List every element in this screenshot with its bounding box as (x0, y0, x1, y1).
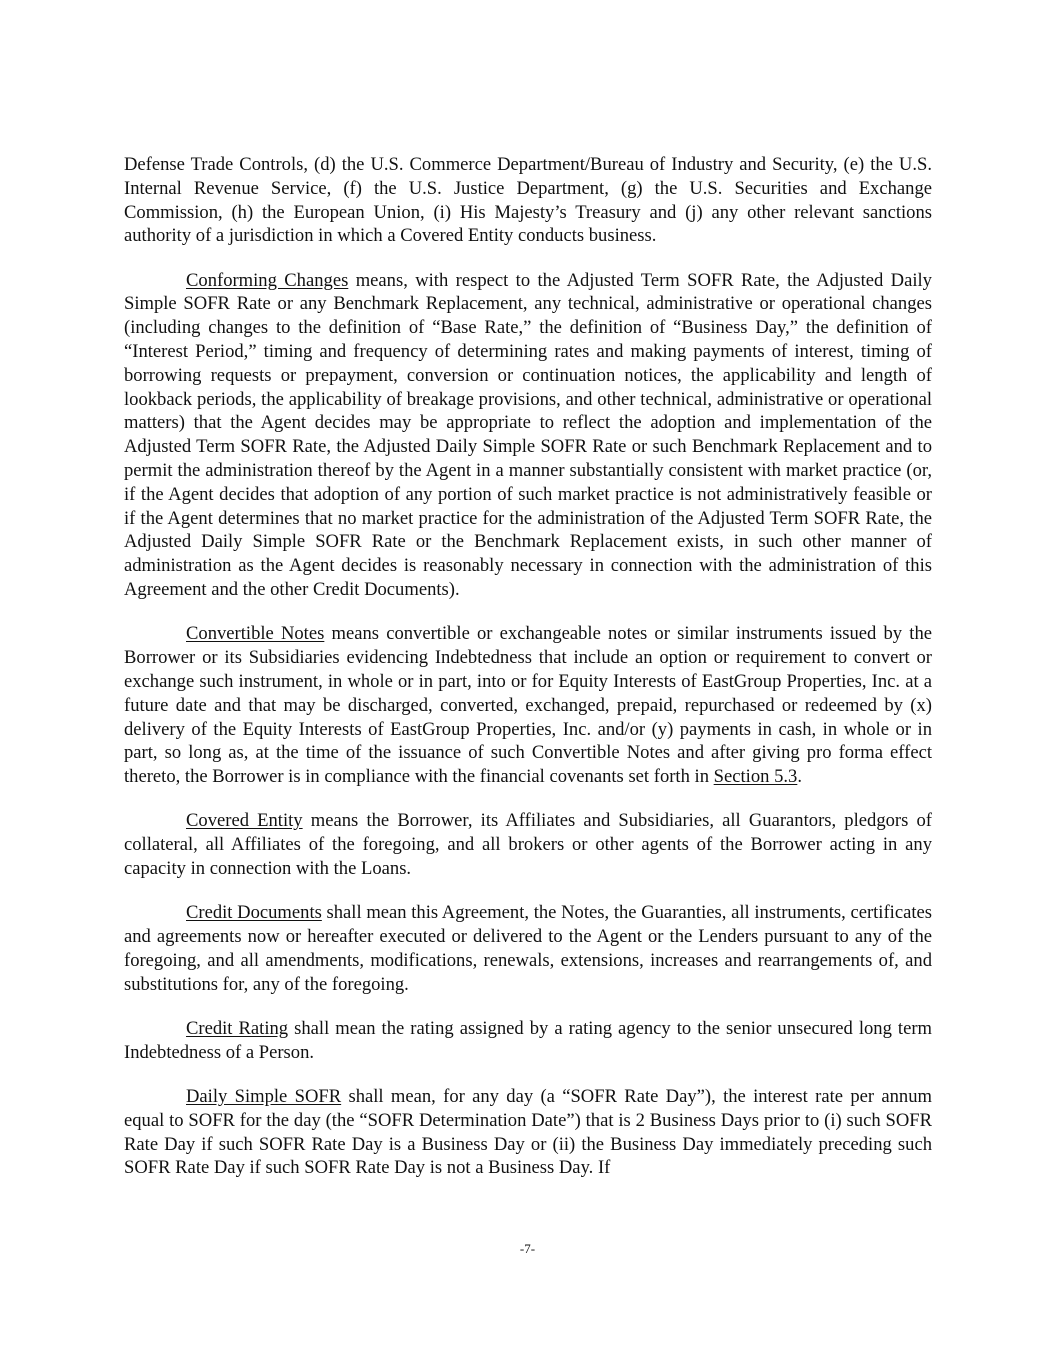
definition-body: means the Borrower, its Affiliates and Subsidiaries, all Guarantors, pledgors of collateral, all Affiliates of the foregoing, and all brokers or other agents of the Borrower acting in any capacity in connection with the Loans. (124, 810, 932, 880)
definition-body: shall mean the rating assigned by a rating agency to the senior unsecured long term Indebtedness of a Person. (124, 1018, 932, 1063)
definition-body: means convertible or exchangeable notes or similar instruments issued by the Borrower or its Subsidiaries evidencing Indebtedness that include an option or requirement to convert or exchange such instrument, in whole or in part, into or for Equity Interests of EastGroup Properties, Inc. at a future date and that may be discharged, converted, exchanged, prepaid, repurchased or redeemed by (x) delivery of the Equity Interests of EastGroup Properties, Inc. and/or (y) payments in cash, in whole or in part, so long as, at the time of the issuance of such Convertible Notes and after giving pro forma effect thereto, the Borrower is in compliance with the financial covenants set forth in (124, 623, 932, 788)
definition-conforming-changes (124, 269, 932, 602)
page-number: -7- (519, 1241, 536, 1256)
definition-body: shall mean, for any day (a “SOFR Rate Day”), the interest rate per annum equal to SOFR for the day (the “SOFR Determination Date”) that is 2 Business Days prior to (i) such SOFR Rate Day if such SOFR Rate Day is a Business Day or (ii) the Business Day immediately preceding such SOFR Rate Day if such SOFR Rate Day is not a Business Day. If (124, 1086, 932, 1179)
definition-body: means, with respect to the Adjusted Term SOFR Rate, the Adjusted Daily Simple SOFR Rate or any Benchmark Replacement, any technical, administrative or operational changes (including changes to the definition of “Base Rate,” the definition of “Business Day,” the definition of “Interest Period,” timing and frequency of determining rates and making payments of interest, timing of borrowing requests or prepayment, conversion or continuation notices, the applicability and length of lookback periods, the applicability of breakage provisions, and other technical, administrative or operational matters) that the Agent decides may be appropriate to reflect the adoption and implementation of the Adjusted Term SOFR Rate, the Adjusted Daily Simple SOFR Rate or such Benchmark Replacement and to permit the administration thereof by the Agent in a manner substantially consistent with market practice (or, if the Agent decides that adoption of any portion of such market practice is not administratively feasible or if the Agent determines that no market practice for the administration of the Adjusted Term SOFR Rate, the Adjusted Daily Simple SOFR Rate or the Benchmark Replacement exists, in such other manner of administration as the Agent decides is reasonably necessary in connection with the administration of this Agreement and the other Credit Documents). (124, 269, 932, 601)
definition-body: shall mean this Agreement, the Notes, the Guaranties, all instruments, certificates and agreements now or hereafter executed or delivered to the Agent or the Lenders pursuant to any of the foregoing, and all amendments, modifications, renewals, extensions, increases and rearrangements of, and substitutions for, any of the foregoing. (124, 902, 932, 995)
document-page (124, 153, 932, 1201)
defined-term: Credit Rating (186, 1018, 289, 1039)
definition-credit-rating (124, 1017, 932, 1065)
paragraph-body: Defense Trade Controls, (d) the U.S. Commerce Department/Bureau of Industry and Security, (e) the U.S. Internal Revenue Service, (f) the U.S. Justice Department, (g) the U.S. Securities and Exchange Commission, (h) the European Union, (i) His Majesty’s Treasury and (j) any other relevant sanctions authority of a jurisdiction in which a Covered Entity conducts business. (124, 154, 932, 247)
paragraph-sanctions-continuation (124, 153, 932, 248)
definition-credit-documents (124, 901, 932, 996)
defined-term: Conforming Changes (186, 269, 349, 291)
defined-term: Covered Entity (186, 810, 303, 832)
defined-term: Credit Documents (186, 902, 322, 924)
definition-convertible-notes (124, 622, 932, 789)
defined-term: Daily Simple SOFR (186, 1086, 342, 1108)
section-reference: Section 5.3 (713, 766, 798, 788)
definition-tail: . (797, 766, 802, 788)
definition-daily-simple-sofr (124, 1085, 932, 1180)
defined-term: Convertible Notes (186, 623, 325, 645)
definition-covered-entity (124, 809, 932, 880)
